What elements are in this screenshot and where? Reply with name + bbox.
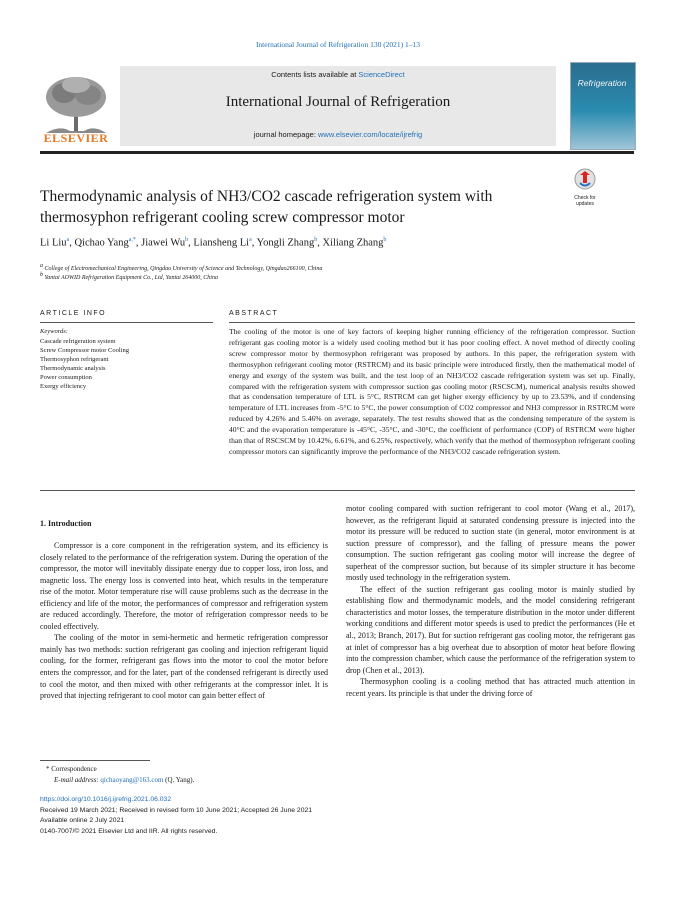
- author-name[interactable]: Jiawei Wu: [141, 237, 186, 249]
- abstract-body: The cooling of the motor is one of key factors of keeping higher running efficiency of the refrigeration compressor. Suction refrigerant gas cooling motor is a widely used cooling method but it has poor cooling effect. A novel method of directly cooling screw compressor motor by thermosyphon refrigerant was proposed by authors. In this paper, the refrigeration system with thermosyphon refrigerant cooling motor (RSTRCM) and its basic principle were introduced firstly, then the mathematical model of energy and exergy of the system was built, and the test loop of an NH3/CO2 cascade refrigeration system was set up. Finally, compared with the refrigeration system with compressor suction gas cooling motor (RSCSCM), numerical analysis results showed that as condensation temperature of LTL is 5°C, RSTRCM can get higher exergy efficiency by up to 23.53%, and if condensing temperature of LTL increases from -5°C to 5°C, the power consumption of CO2 compressor and NH3 compressor in RSTRCM were reduced by 4.26% and 5.46% on average, separately. The test results showed that as the condensing temperature of the system is 40°C and the evaporation temperature is -45°C, -35°C, and -30°C, the coefficient of performance (COP) of RSTRCM were higher than that of RSCSCM by 10.42%, 6.61%, and 6.25%, respectively, which verify that the method of thermosyphon refrigerant cooling compressor motors can significantly improve the performance of the NH3/CO2 cascade refrigeration system.: [229, 327, 635, 456]
- keyword-item: Cascade refrigeration system: [40, 338, 116, 345]
- correspondence-note: * Correspondence: [46, 765, 97, 773]
- abstract-heading: ABSTRACT: [229, 310, 279, 317]
- check-for-updates-badge[interactable]: [570, 168, 600, 207]
- keywords-label: Keywords:: [40, 328, 68, 335]
- intro-paragraph: Thermosyphon cooling is a cooling method that has attracted much attention in recent years. Its principle is that under the driving force of: [346, 677, 635, 698]
- affiliation-b: [40, 272, 600, 281]
- email-link[interactable]: qichaoyang@163.com: [100, 776, 164, 784]
- author-affiliation-mark[interactable]: b: [383, 237, 387, 243]
- intro-paragraph: The effect of the suction refrigerant gas cooling motor is mainly studied by establishing flow and thermodynamic models, and the model considering refrigerant characteristics and motor losses, the temperature distribution in the motor under different working conditions and different motor speeds is used to predict the performances (He et al., 2013; Branch, 2017). But for suction refrigerant gas cooling motor, the refrigerant gas at inlet of compressor has a big overheat due to absorption of motor heat before flowing into the compression chamber, which cause the performance of the refrigeration system to drop (Chen et al., 2013).: [346, 584, 635, 675]
- homepage-link[interactable]: www.elsevier.com/locate/ijrefrig: [318, 130, 423, 139]
- author-list: Li Liu$^a$, Qichao Yang$^{a,*}$, Jiawei Wu$^b$, Liansheng Li$^a$, Yongli Zhang$^b$, Xiliang Zhang$^b$: [40, 237, 387, 249]
- copyright-line: 0140-7007/© 2021 Elsevier Ltd and IIR. All rights reserved.: [40, 828, 218, 835]
- check-updates-icon: [570, 168, 600, 190]
- author-name[interactable]: Qichao Yang: [74, 237, 129, 249]
- affiliation-b-text: Yantai AOWID Refrigeration Equipment Co., Ltd, Yantai 264000, China: [44, 275, 218, 281]
- affiliation-a: [40, 263, 600, 272]
- author-name[interactable]: Yongli Zhang: [256, 237, 315, 249]
- title-line-1: Thermodynamic analysis of NH3/CO2 cascade refrigeration system with: [40, 188, 493, 205]
- email-suffix: (Q. Yang).: [163, 776, 195, 784]
- title-line-2: thermosyphon refrigerant cooling screw compressor motor: [40, 209, 405, 226]
- author-affiliation-mark[interactable]: a: [66, 237, 70, 243]
- journal-citation[interactable]: International Journal of Refrigeration 130 (2021) 1–13: [255, 40, 421, 49]
- footnote-rule: [40, 760, 150, 761]
- cover-title: Refrigeration: [577, 78, 627, 88]
- affiliation-a-mark: a: [40, 263, 43, 269]
- intro-paragraph: Compressor is a core component in the refrigeration system, and its efficiency is closely related to the performance of the refrigeration system. During the operation of the compressor, the motor will inevitably dissipate energy due to copper loss, iron loss, and magnetic loss. The energy loss is converted into heat, which results in the temperature rise of the motor. Motor temperature rise will cause problems such as the decrease in the efficiency and life of the motor, the performances of compressor and refrigeration system are reduced accordingly. Therefore, the motor of refrigeration compressor needs to be cooled effectively.: [40, 541, 328, 631]
- author-affiliation-mark[interactable]: a,*: [128, 237, 136, 243]
- keyword-item: Power consumption: [40, 374, 92, 381]
- doi-link[interactable]: https://doi.org/10.1016/j.ijrefrig.2021.06.032: [40, 796, 172, 803]
- email-label: E-mail address:: [54, 776, 101, 784]
- affiliation-a-text: College of Electromechanical Engineering, Qingdao University of Science and Technology, Qingdao266100, China: [44, 266, 323, 272]
- author-affiliation-mark[interactable]: a: [249, 237, 252, 243]
- intro-left-column: [40, 540, 328, 702]
- author-affiliation-mark[interactable]: b: [185, 237, 189, 243]
- affiliation-b-mark: b: [40, 272, 43, 278]
- keyword-item: Exergy efficiency: [40, 383, 87, 390]
- abstract-rule: [229, 322, 635, 323]
- journal-cover-thumbnail[interactable]: [570, 62, 636, 150]
- contents-prefix: Contents lists available at: [271, 70, 359, 79]
- keyword-item: Screw Compressor motor Cooling: [40, 347, 130, 354]
- article-info-heading: ARTICLE INFO: [40, 310, 107, 317]
- sciencedirect-link[interactable]: ScienceDirect: [358, 70, 405, 79]
- article-info-rule: [40, 322, 213, 323]
- section-heading-introduction: 1. Introduction: [40, 519, 92, 528]
- article-title: [40, 186, 560, 228]
- intro-right-column: [346, 503, 635, 699]
- author-name[interactable]: Li Liu: [40, 237, 67, 249]
- author-affiliation-mark[interactable]: b: [314, 237, 318, 243]
- online-date: Available online 2 July 2021: [40, 817, 125, 824]
- received-dates: Received 19 March 2021; Received in revised form 10 June 2021; Accepted 26 June 2021: [40, 807, 313, 814]
- header-rule: [40, 151, 634, 154]
- author-name[interactable]: Liansheng Li: [193, 237, 250, 249]
- elsevier-wordmark[interactable]: ELSEVIER: [43, 131, 109, 145]
- keyword-item: Thermodynamic analysis: [40, 365, 106, 372]
- email-line: [54, 776, 194, 784]
- journal-name: International Journal of Refrigeration: [225, 94, 451, 110]
- journal-homepage: [120, 130, 556, 139]
- contents-line: [120, 70, 556, 79]
- homepage-prefix: journal homepage:: [253, 130, 318, 139]
- intro-paragraph: motor cooling compared with suction refrigerant to cool motor (Wang et al., 2017), however, as the refrigerant liquid at saturated condensing pressure is injected into the motor its pressure will be reduced to suction state (in general, motor environment is at suction pressure of compressor), and the falling of pressure means the power consumption. The suction refrigerant gas cooling motor will increase the degree of superheat of the compressor suction, but because of its simpler structure it has become mostly used technology in the refrigeration system.: [346, 504, 635, 583]
- abstract-bottom-rule: [40, 490, 635, 491]
- intro-paragraph: The cooling of the motor in semi-hermetic and hermetic refrigeration compressor mainly has two methods: suction refrigerant gas cooling and injection refrigerant liquid cooling, for the former, refrigerant gas flows into the motor to cool the motor before enters the compressor, and for the later, part of the condensed refrigerant is directly used to cool the motor, and then mixed with other refrigerants at the compressor inlet. It is proved that injecting refrigerant to cool motor can gain better effect of: [40, 633, 328, 701]
- author-name[interactable]: Xiliang Zhang: [322, 237, 384, 249]
- keyword-item: Thermosyphon refrigerant: [40, 356, 109, 363]
- check-updates-text: Check for updates: [574, 195, 596, 207]
